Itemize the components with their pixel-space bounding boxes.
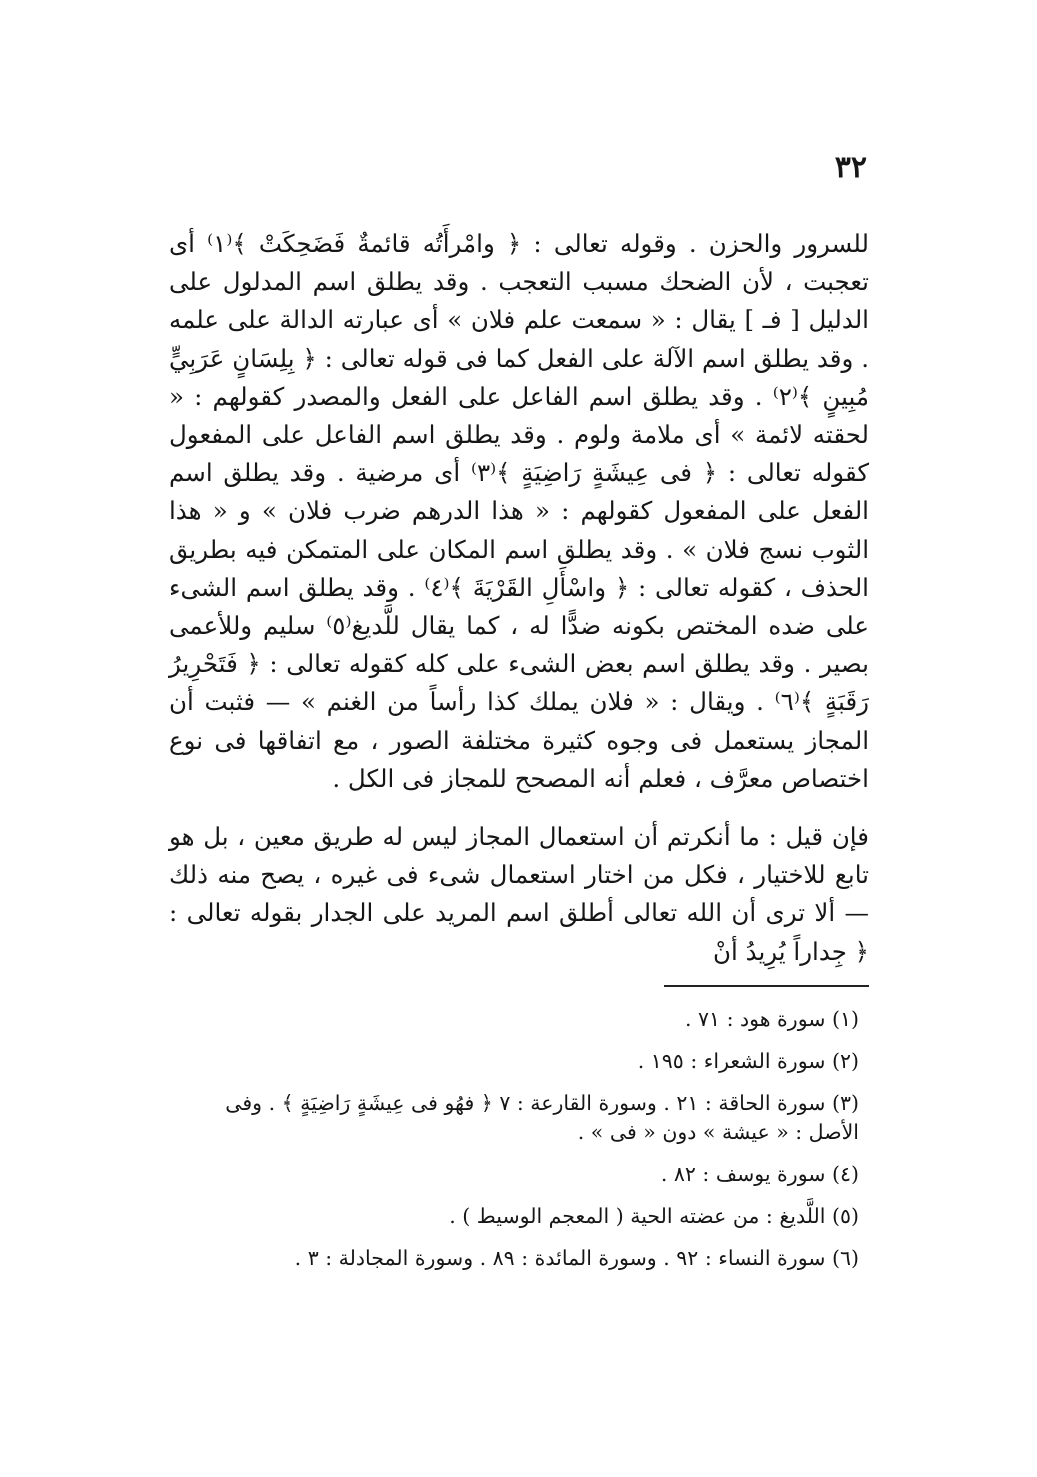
- footnote: (٣) سورة الحاقة : ٢١ . وسورة القارعة : ٧ ﴿ فهُو فى عِيشَةٍ رَاضِيَةٍ ﴾ . وفى الأصل : « عيشة » دون « فى » .: [225, 1091, 859, 1144]
- paragraph: فإن قيل : ما أنكرتم أن استعمال المجاز ليس له طريق معين ، بل هو تابع للاختيار ، فكل من اختار استعمال شىء فى غيره ، يصح منه ذلك — ألا ترى أن الله تعالى أطلق اسم المريد على الجدار بقوله تعالى : ﴿ جِداراً يُرِيدُ أنْ: [169, 822, 869, 966]
- footnote: (٥) اللَّديغ : من عضته الحية ( المعجم الوسيط ) .: [449, 1204, 859, 1228]
- footnote: (٦) سورة النساء : ٩٢ . وسورة المائدة : ٨٩ . وسورة المجادلة : ٣ .: [294, 1246, 859, 1270]
- page-number: ٣٢: [834, 150, 867, 185]
- body-text: [169, 225, 869, 971]
- footnote-separator: [664, 985, 869, 987]
- footnote: (١) سورة هود : ٧١ .: [684, 1007, 859, 1031]
- paragraph: للسرور والحزن . وقوله تعالى : ﴿ وامْرأَتُه قائمةٌ فَضَحِكَتْ ﴾⁽١⁾ أى تعجبت ، لأن الضحك مسبب التعجب . وقد يطلق اسم المدلول على الدليل [ فـ ] يقال : « سمعت علم فلان » أى عبارته الدالة على علمه . وقد يطلق اسم الآلة على الفعل كما فى قوله تعالى : ﴿ بِلِسَانٍ عَرَبِيٍّ مُبِينٍ ﴾⁽٢⁾ . وقد يطلق اسم الفاعل على الفعل والمصدر كقولهم : « لحقته لائمة » أى ملامة ولوم . وقد يطلق اسم الفاعل على المفعول كقوله تعالى : ﴿ فى عِيشَةٍ رَاضِيَةٍ ﴾⁽٣⁾ أى مرضية . وقد يطلق اسم الفعل على المفعول كقولهم : « هذا الدرهم ضرب فلان » و « هذا الثوب نسج فلان » . وقد يطلق اسم المكان على المتمكن فيه بطريق الحذف ، كقوله تعالى : ﴿ واسْأَلِ القَرْيَةَ ﴾⁽٤⁾ . وقد يطلق اسم الشىء على ضده المختص بكونه ضدًّا له ، كما يقال للَّديغ⁽٥⁾ سليم وللأعمى بصير . وقد يطلق اسم بعض الشىء على كله كقوله تعالى : ﴿ فَتَحْرِيرُ رَقَبَةٍ ﴾⁽٦⁾ . ويقال : « فلان يملك كذا رأساً من الغنم » — فثبت أن المجاز يستعمل فى وجوه كثيرة مختلفة الصور ، مع اتفاقها فى نوع اختصاص معرَّف ، فعلم أنه المصحح للمجاز فى الكل .: [169, 229, 870, 793]
- footnote: (٤) سورة يوسف : ٨٢ .: [660, 1162, 859, 1186]
- footnote: (٢) سورة الشعراء : ١٩٥ .: [637, 1049, 859, 1073]
- footnotes: [169, 1005, 869, 1286]
